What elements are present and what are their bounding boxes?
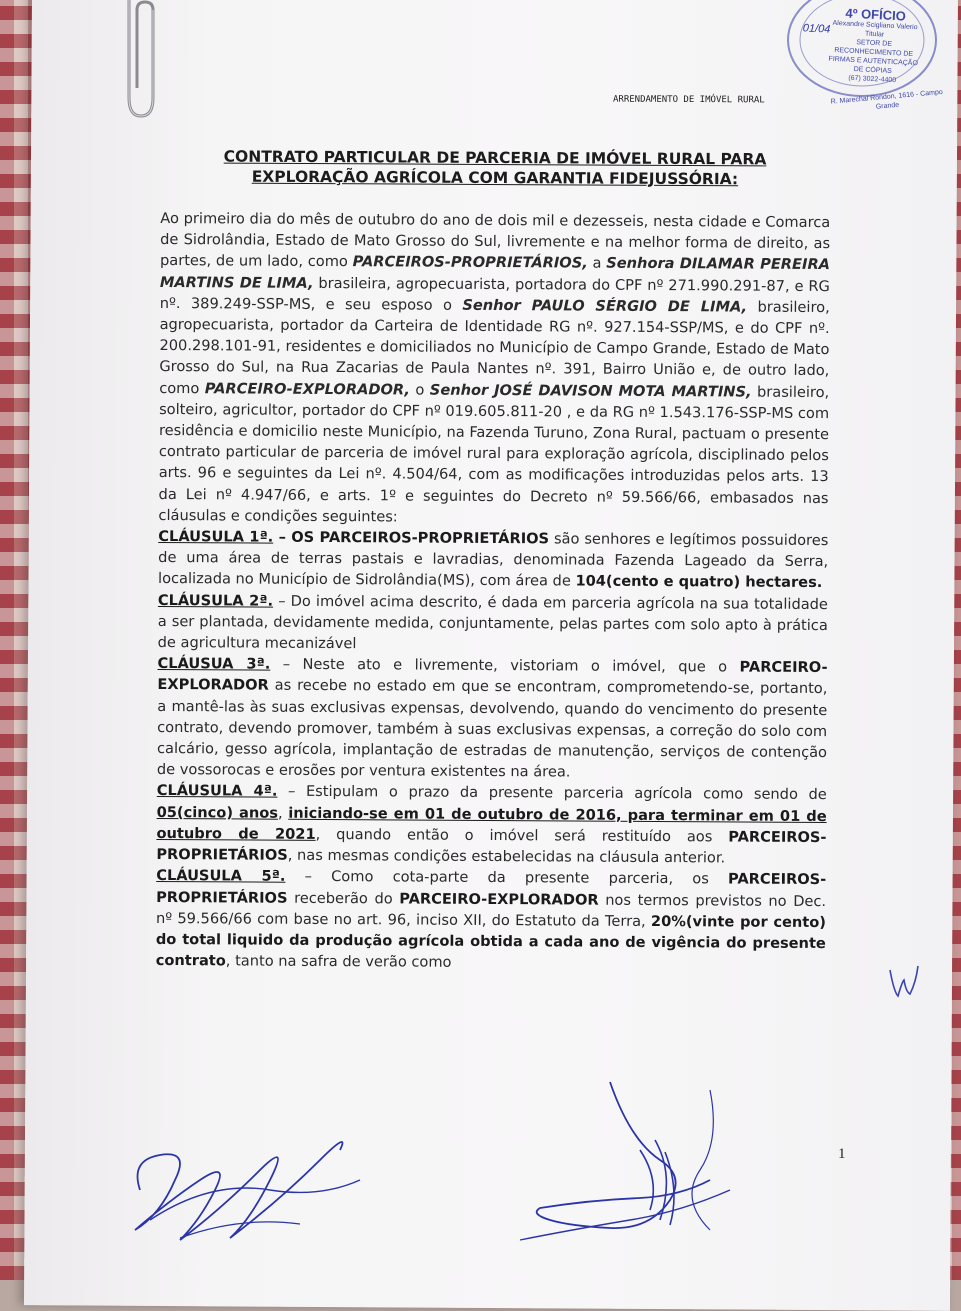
clausula-5-bold-2: PARCEIRO-EXPLORADOR <box>399 889 599 909</box>
clausula-5-bold-3: 20%(vinte por cento) do total liquido da produção agrícola obtida a cada ano de vigência do presente contrato <box>155 912 827 970</box>
intro-paragraph <box>158 208 830 530</box>
clausula-4-text-1: – Estipulam o prazo da presente parceria agrícola como sendo de <box>277 783 827 804</box>
clausula-5-bold-1: PARCEIROS-PROPRIETÁRIOS <box>156 870 827 907</box>
intro-parceiro-explorador: PARCEIRO-EXPLORADOR, <box>204 379 411 399</box>
intro-text-4: brasileiro, agropecuarista, portador da Carteira de Identidade RG nº. 927.154-SSP/MS, e do CPF nº. 200.298.101-91, residentes e domiciliados no Município de Campo Grande, Estado de Mato Grosso do Sul, na Rua Zacarias de Paula Nantes nº. 391, Bairro União e, de outro lado, como <box>159 298 830 397</box>
clausula-3-bold: PARCEIRO-EXPLORADOR <box>157 658 828 695</box>
intro-senhor: Senhor PAULO SÉRGIO DE LIMA, <box>462 296 748 316</box>
clausula-4-comma: , <box>277 804 289 822</box>
clausula-5-text-1: – Como cota-parte da presente parceria, os <box>285 868 729 888</box>
paperclip-icon <box>117 0 161 122</box>
stamp-line1: SETOR DE <box>856 39 893 48</box>
clausula-4-label: CLÁUSULA 4ª. <box>156 782 278 801</box>
stamp-role: Titular <box>864 30 885 39</box>
clausula-2 <box>158 590 828 658</box>
intro-text-6: brasileiro, solteiro, agricultor, portador do CPF nº 019.605.811-20 , e da RG nº 1.543.176-SSP-MS com residência e domicilio neste Município, na Fazenda Turuno, Zona Rural, pactuam o presente contrato particular de parceria de imóvel rural para exploração agrícola, disciplinado pelos arts. 96 e seguintes da Lei nº. 4.504/64, com as modificações introduzidas pelos arts. 13 da Lei nº 4.947/66, e arts. 1º e seguintes do Decreto nº 59.566/66, embasados nas cláusulas e condições seguintes: <box>158 383 830 526</box>
clausula-4-bold: PARCEIROS-PROPRIETÁRIOS <box>156 828 827 864</box>
intro-senhor-2: Senhor JOSÉ DAVISON MOTA MARTINS, <box>429 381 752 401</box>
clausula-4 <box>156 780 827 869</box>
intro-text-5: o <box>409 381 430 399</box>
clausula-3-label: CLÁUSUA 3ª. <box>157 655 271 673</box>
handwritten-initial-icon <box>886 962 922 1002</box>
intro-text-3: brasileira, agropecuarista, portadora do CPF nº 271.990.291-87, e RG nº. 389.249-SSP-MS, e seu esposo o <box>159 274 830 314</box>
clausula-1-label: CLÁUSULA 1ª. <box>158 528 274 546</box>
intro-text-1: Ao primeiro dia do mês de outubro do ano de dois mil e dezesseis, nesta cidade e Comarca de Sidrolândia, Estado de Mato Grosso do Sul, livremente e na melhor forma de direito, as partes, de um lado, como <box>159 209 831 271</box>
title-line-1: CONTRATO PARTICULAR DE PARCERIA DE IMÓVEL RURAL PARA <box>223 147 767 169</box>
clausula-4-prazo: 05(cinco) anos <box>156 803 279 822</box>
intro-text-2: a <box>587 254 607 273</box>
clausula-1-area: 104(cento e quatro) hectares. <box>575 572 823 592</box>
clausula-4-inicio: iniciando-se em 01 de outubro de 2016, para terminar em 01 de outubro de 2021 <box>156 804 827 843</box>
document-title <box>140 146 850 190</box>
intro-parceiros-proprietarios: PARCEIROS-PROPRIETÁRIOS, <box>352 253 588 272</box>
stamp-handwritten-date: 01/04 <box>802 22 831 36</box>
clausula-5-text-4: , tanto na safra de verão como <box>225 952 452 971</box>
page-number: 1 <box>838 1146 846 1162</box>
clausula-1 <box>158 526 828 594</box>
stamp-address: R. Marechal Rondon, 1616 - Campo Grande <box>830 88 944 111</box>
stamp-name: Alexandre Scigliano Valerio <box>832 19 918 32</box>
clausula-4-text-2: , quando então o imóvel será restituído aos <box>315 825 729 846</box>
clausula-5-text-3: nos termos previstos no Dec. nº 59.566/66 com base no art. 96, inciso XII, do Estatuto da Terra, <box>155 891 827 930</box>
clausula-3-text-2: as recebe no estado em que se encontram, comprometendo-se, portanto, a mantê-las às suas exclusivas expensas, devolvendo, quando do vencimento do presente contrato, devendo promover, também à suas exclusivas expensas, a correção do solo com calcário, gesso agrícola, implantação de estradas de manutenção, serviços de contenção de vossorocas e erosões por ventura existentes na área. <box>156 677 828 781</box>
clausula-3 <box>157 653 828 784</box>
clausula-4-text-3: , nas mesmas condições estabelecidas na cláusula anterior. <box>287 846 726 867</box>
stamp-phone: (67) 3022-4400 <box>848 74 897 85</box>
stamp-line3: FIRMAS E AUTENTICAÇÃO <box>828 55 919 68</box>
signature-left-icon <box>120 1120 400 1250</box>
clausula-2-label: CLÁUSULA 2ª. <box>157 591 274 610</box>
notary-stamp <box>802 5 944 111</box>
document-body <box>156 208 831 975</box>
title-line-2: EXPLORAÇÃO AGRÍCOLA COM GARANTIA FIDEJUSSÓRIA: <box>251 167 739 189</box>
stamp-title: 4º OFÍCIO <box>845 5 907 24</box>
clausula-5-text-2: receberão do <box>287 889 400 907</box>
signature-right-icon <box>510 1080 750 1250</box>
stamp-line2: RECONHECIMENTO DE <box>834 46 914 59</box>
intro-senhora: Senhora DILAMAR PEREIRA MARTINS DE LIMA, <box>159 255 831 292</box>
clausula-5 <box>156 865 827 975</box>
clausula-2-text: – Do imóvel acima descrito, é dada em parceria agrícola na sua totalidade a ser plantada, devidamente medida, conjuntamente, pelas partes com solo apto à prática de agricultura mecanizável <box>157 592 828 653</box>
document-header: ARRENDAMENTO DE IMÓVEL RURAL <box>612 94 765 106</box>
clausula-1-text: são senhores e legítimos possuidores de uma área de terras pastais e lavradias, denominada Fazenda Lageado da Serra, localizada no Município de Sidrolândia(MS), com área de <box>158 530 829 590</box>
clausula-5-label: CLÁUSULA 5ª. <box>156 867 286 886</box>
clausula-3-text-1: – Neste ato e livremente, vistoriam o imóvel, que o <box>270 655 740 676</box>
clausula-1-bold: OS PARCEIROS-PROPRIETÁRIOS <box>291 528 550 548</box>
stamp-line4: DE CÓPIAS <box>853 65 892 75</box>
clausula-1-dash: – <box>273 528 292 546</box>
